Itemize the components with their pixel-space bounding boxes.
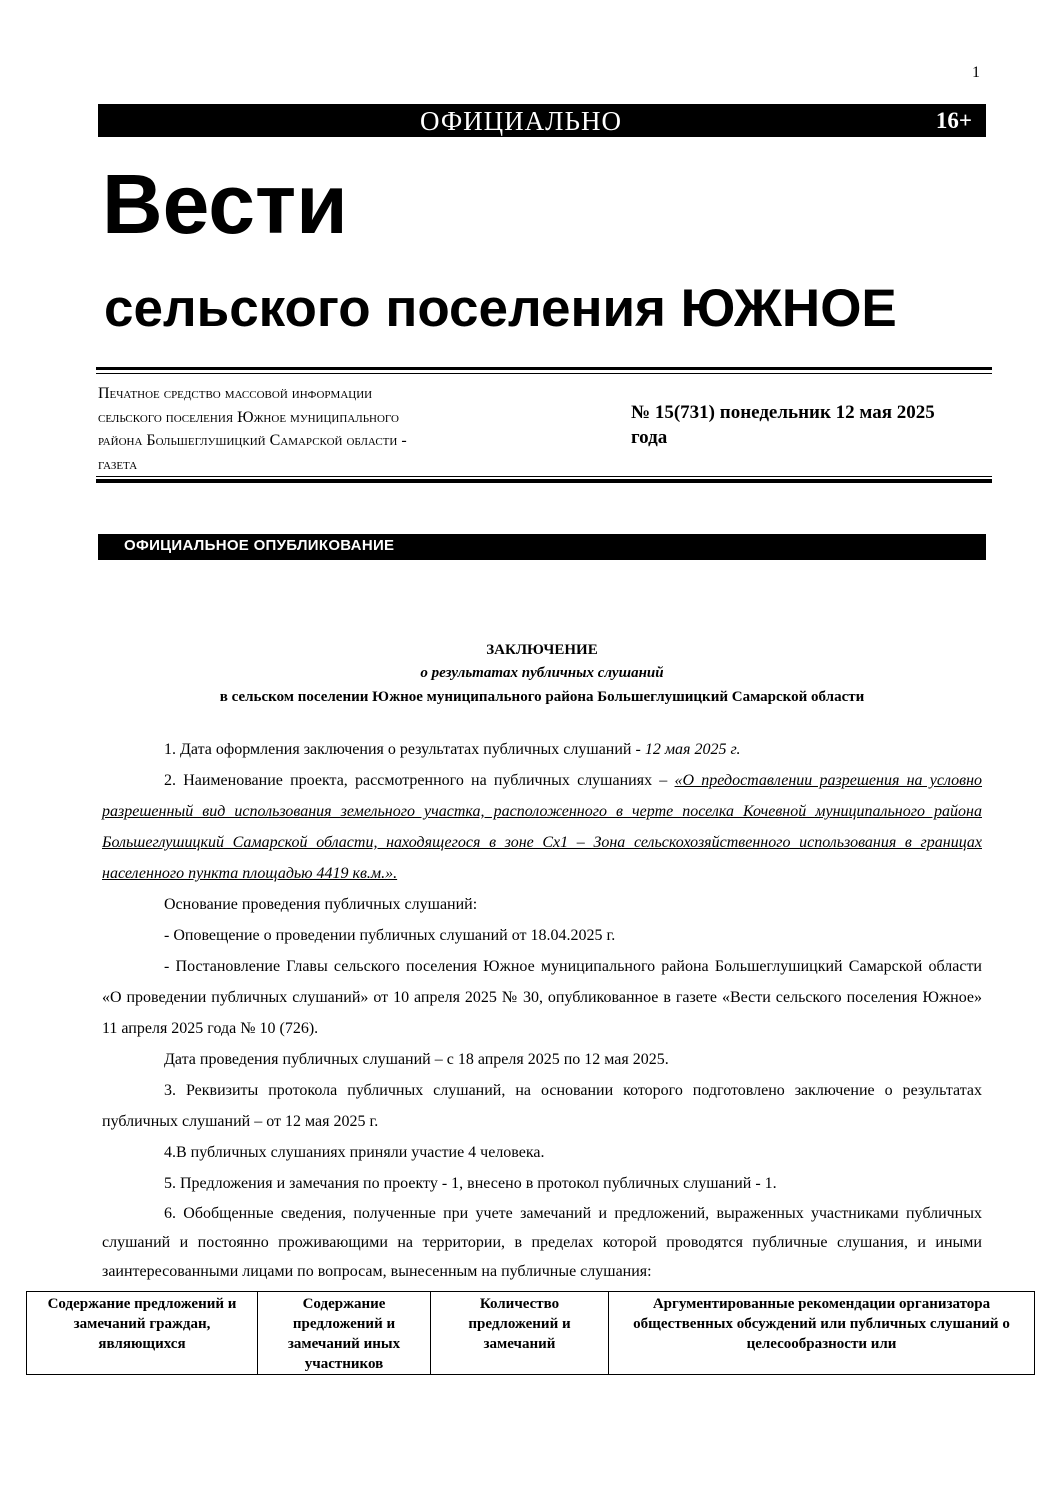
table-header-cell: Содержание предложений и замечаний иных участников (258, 1292, 431, 1375)
table-header-row (27, 1292, 1035, 1375)
official-label: ОФИЦИАЛЬНО (420, 106, 622, 136)
proposals-table (26, 1291, 1035, 1375)
masthead-rule-bottom (96, 479, 992, 483)
publisher-line: Печатное средство массовой информации (98, 385, 373, 402)
publisher-line: газета (98, 455, 138, 473)
publisher-info (98, 382, 598, 476)
document-title: ЗАКЛЮЧЕНИЕ (486, 642, 598, 658)
item-1-label: 1. Дата оформления заключения о результатах публичных слушаний - (164, 741, 645, 758)
item-3: 3. Реквизиты протокола публичных слушаний, на основании которого подготовлено заключение о результатах публичных слушаний – от 12 мая 2025 г. (102, 1082, 982, 1130)
section-banner (98, 534, 986, 560)
item-4: 4.В публичных слушаниях приняли участие 4 человека. (164, 1144, 545, 1161)
table-header-cell: Содержание предложений и замечаний граждан, являющихся (27, 1292, 258, 1375)
newspaper-subtitle: сельского поселения ЮЖНОЕ (104, 279, 897, 338)
page-number: 1 (972, 64, 980, 81)
newspaper-title: Вести (102, 157, 348, 251)
basis-1: - Оповещение о проведении публичных слушаний от 18.04.2025 г. (164, 927, 616, 944)
age-rating: 16+ (935, 108, 972, 133)
item-2-value: «О предоставлении разрешения на условно разрешенный вид использования земельного участка, расположенного в черте поселка Кочевной муниципального района Большеглушицкий Самарской области, находящегося в зоне Сх1 – Зона сельскохозяйственного использования в границах населенного пункта площадью 4419 кв.м.». (102, 772, 983, 882)
document-subtitle: о результатах публичных слушаний (420, 665, 664, 681)
masthead-rule-top-thin (96, 373, 992, 374)
basis-2: - Постановление Главы сельского поселения Южное муниципального района Большеглушицкий Самарской области «О проведении публичных слушаний» от 10 апреля 2025 № 30, опубликованное в газете «Вести сельского поселения Южное» 11 апреля 2025 года № 10 (726). (102, 958, 982, 1037)
table-header-cell: Количество предложений и замечаний (431, 1292, 609, 1375)
publisher-line: сельского поселения Южное муниципального (98, 408, 399, 426)
item-5: 5. Предложения и замечания по проекту - 1, внесено в протокол публичных слушаний - 1. (164, 1175, 777, 1192)
item-1-value: 12 мая 2025 г. (644, 741, 741, 758)
item-6: 6. Обобщенные сведения, полученные при учете замечаний и предложений, выраженных участниками публичных слушаний и постоянно проживающими на территории, в пределах которой проводятся публичные слушания, и иными заинтересованными лицами по вопросам, вынесенным на публичные слушания: (102, 1205, 982, 1280)
masthead-rule-bottom-thin (96, 476, 992, 477)
section-title: ОФИЦИАЛЬНОЕ ОПУБЛИКОВАНИЕ (124, 537, 395, 554)
table-header-cell: Аргументированные рекомендации организатора общественных обсуждений или публичных слушаний о целесообразности или (609, 1292, 1035, 1375)
item-1 (102, 734, 982, 765)
official-banner (98, 104, 986, 137)
document-location: в сельском поселении Южное муниципального района Большеглушицкий Самарской области (219, 689, 865, 705)
hearing-dates: Дата проведения публичных слушаний – с 18 апреля 2025 по 12 мая 2025. (164, 1051, 669, 1068)
issue-number: № 15(731) понедельник 12 мая 2025 года (631, 402, 935, 448)
document-body (102, 734, 982, 1286)
item-2 (102, 765, 982, 889)
publisher-line: района Большеглушицкий Самарской области - (98, 432, 407, 449)
masthead-rule-top (96, 367, 992, 370)
item-2-label: 2. Наименование проекта, рассмотренного на публичных слушаниях – (164, 772, 675, 789)
basis-heading: Основание проведения публичных слушаний: (164, 896, 478, 913)
